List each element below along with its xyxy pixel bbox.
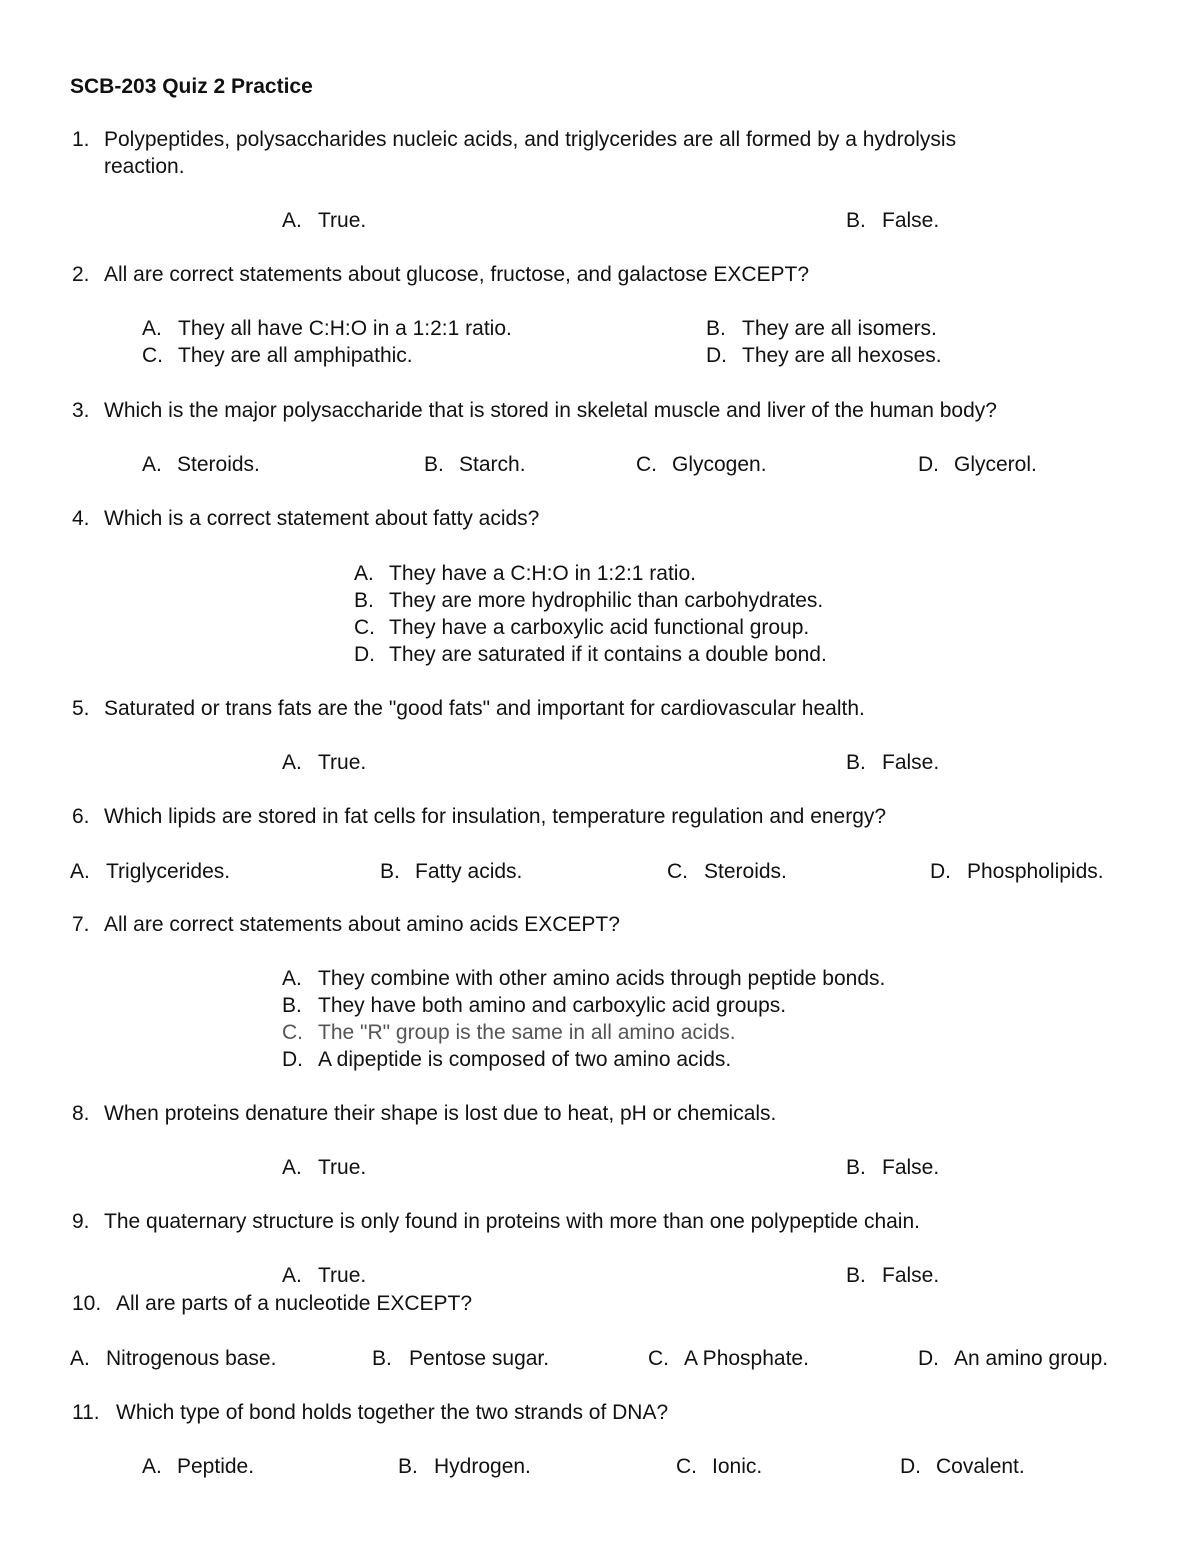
question-text: reaction. bbox=[104, 155, 185, 178]
option-text: An amino group. bbox=[954, 1347, 1109, 1370]
option-text: True. bbox=[318, 1156, 367, 1179]
question-text: When proteins denature their shape is lost due to heat, pH or chemicals. bbox=[104, 1102, 777, 1125]
question-number: 2. bbox=[72, 263, 90, 286]
question-number: 9. bbox=[72, 1210, 90, 1233]
option-text: False. bbox=[882, 1156, 940, 1179]
option-text: False. bbox=[882, 209, 940, 232]
option-letter: A. bbox=[282, 751, 302, 774]
option-text: They are all isomers. bbox=[742, 317, 937, 340]
question-text: All are correct statements about amino acids EXCEPT? bbox=[104, 913, 620, 936]
option-text: They are saturated if it contains a double bond. bbox=[389, 643, 827, 666]
option-letter: B. bbox=[846, 1156, 866, 1179]
option-text: They have a carboxylic acid functional group. bbox=[389, 616, 810, 639]
option-text: Steroids. bbox=[704, 860, 787, 883]
option-letter: A. bbox=[282, 1264, 302, 1287]
question-number: 11. bbox=[72, 1401, 100, 1424]
question-text: Polypeptides, polysaccharides nucleic acids, and triglycerides are all formed by a hydrolysis bbox=[104, 128, 957, 151]
question-number: 8. bbox=[72, 1102, 90, 1125]
option-letter: C. bbox=[648, 1347, 669, 1370]
option-text: They have both amino and carboxylic acid groups. bbox=[318, 994, 787, 1017]
page-title: SCB-203 Quiz 2 Practice bbox=[70, 75, 313, 98]
option-text: True. bbox=[318, 209, 367, 232]
question-text: Which lipids are stored in fat cells for insulation, temperature regulation and energy? bbox=[104, 805, 887, 828]
option-text: Starch. bbox=[459, 453, 526, 476]
option-text: They combine with other amino acids through peptide bonds. bbox=[318, 967, 886, 990]
option-letter: A. bbox=[142, 317, 162, 340]
question-text: All are parts of a nucleotide EXCEPT? bbox=[116, 1292, 473, 1315]
option-text: False. bbox=[882, 751, 940, 774]
option-text: Ionic. bbox=[712, 1455, 763, 1478]
option-letter: A. bbox=[282, 967, 302, 990]
option-letter: A. bbox=[70, 1347, 90, 1370]
question-text: Saturated or trans fats are the "good fats" and important for cardiovascular health. bbox=[104, 697, 865, 720]
option-letter: C. bbox=[636, 453, 657, 476]
option-letter: C. bbox=[676, 1455, 697, 1478]
option-letter: D. bbox=[918, 453, 939, 476]
option-letter: C. bbox=[354, 616, 375, 639]
question-text: Which type of bond holds together the two strands of DNA? bbox=[116, 1401, 669, 1424]
question-number: 6. bbox=[72, 805, 90, 828]
option-letter: A. bbox=[354, 562, 374, 585]
option-text: They all have C:H:O in a 1:2:1 ratio. bbox=[178, 317, 512, 340]
question-text: The quaternary structure is only found in proteins with more than one polypeptide chain. bbox=[104, 1210, 920, 1233]
option-letter: B. bbox=[846, 1264, 866, 1287]
option-text: Glycogen. bbox=[672, 453, 767, 476]
option-letter: D. bbox=[706, 344, 727, 367]
option-letter: B. bbox=[706, 317, 726, 340]
option-text: Triglycerides. bbox=[106, 860, 231, 883]
option-text: Glycerol. bbox=[954, 453, 1037, 476]
option-text: True. bbox=[318, 751, 367, 774]
question-number: 3. bbox=[72, 399, 90, 422]
option-letter: B. bbox=[398, 1455, 418, 1478]
option-letter: B. bbox=[282, 994, 302, 1017]
option-text: Fatty acids. bbox=[415, 860, 523, 883]
option-text: They are more hydrophilic than carbohydrates. bbox=[389, 589, 824, 612]
question-text: Which is a correct statement about fatty acids? bbox=[104, 507, 540, 530]
option-text: False. bbox=[882, 1264, 940, 1287]
option-letter: B. bbox=[846, 751, 866, 774]
option-letter: D. bbox=[282, 1048, 303, 1071]
question-text: Which is the major polysaccharide that is stored in skeletal muscle and liver of the human body? bbox=[104, 399, 997, 422]
option-letter: B. bbox=[380, 860, 400, 883]
option-text: True. bbox=[318, 1264, 367, 1287]
option-letter: B. bbox=[372, 1347, 392, 1370]
option-letter: D. bbox=[354, 643, 375, 666]
question-number: 10. bbox=[72, 1292, 102, 1315]
question-text: All are correct statements about glucose, fructose, and galactose EXCEPT? bbox=[104, 263, 810, 286]
option-text: A dipeptide is composed of two amino acids. bbox=[318, 1048, 732, 1071]
option-letter: D. bbox=[900, 1455, 921, 1478]
question-number: 7. bbox=[72, 913, 90, 936]
option-text: They are all amphipathic. bbox=[178, 344, 413, 367]
option-letter: A. bbox=[142, 453, 162, 476]
option-letter: C. bbox=[142, 344, 163, 367]
option-letter: A. bbox=[142, 1455, 162, 1478]
option-text: Phospholipids. bbox=[967, 860, 1104, 883]
option-letter: D. bbox=[930, 860, 951, 883]
option-letter: C. bbox=[667, 860, 688, 883]
option-letter: A. bbox=[282, 209, 302, 232]
option-text: Hydrogen. bbox=[434, 1455, 531, 1478]
option-text: Covalent. bbox=[936, 1455, 1025, 1478]
option-text: The "R" group is the same in all amino acids. bbox=[318, 1021, 736, 1044]
option-text: A Phosphate. bbox=[684, 1347, 809, 1370]
option-letter: B. bbox=[846, 209, 866, 232]
option-letter: B. bbox=[354, 589, 374, 612]
question-number: 1. bbox=[72, 128, 90, 151]
option-text: Pentose sugar. bbox=[409, 1347, 550, 1370]
option-letter: D. bbox=[918, 1347, 939, 1370]
option-letter: A. bbox=[282, 1156, 302, 1179]
question-number: 5. bbox=[72, 697, 90, 720]
option-text: They are all hexoses. bbox=[742, 344, 942, 367]
option-text: Nitrogenous base. bbox=[106, 1347, 277, 1370]
option-letter: C. bbox=[282, 1021, 303, 1044]
option-text: Steroids. bbox=[177, 453, 260, 476]
option-text: They have a C:H:O in 1:2:1 ratio. bbox=[389, 562, 696, 585]
option-letter: A. bbox=[70, 860, 90, 883]
option-letter: B. bbox=[424, 453, 444, 476]
option-text: Peptide. bbox=[177, 1455, 255, 1478]
question-number: 4. bbox=[72, 507, 90, 530]
